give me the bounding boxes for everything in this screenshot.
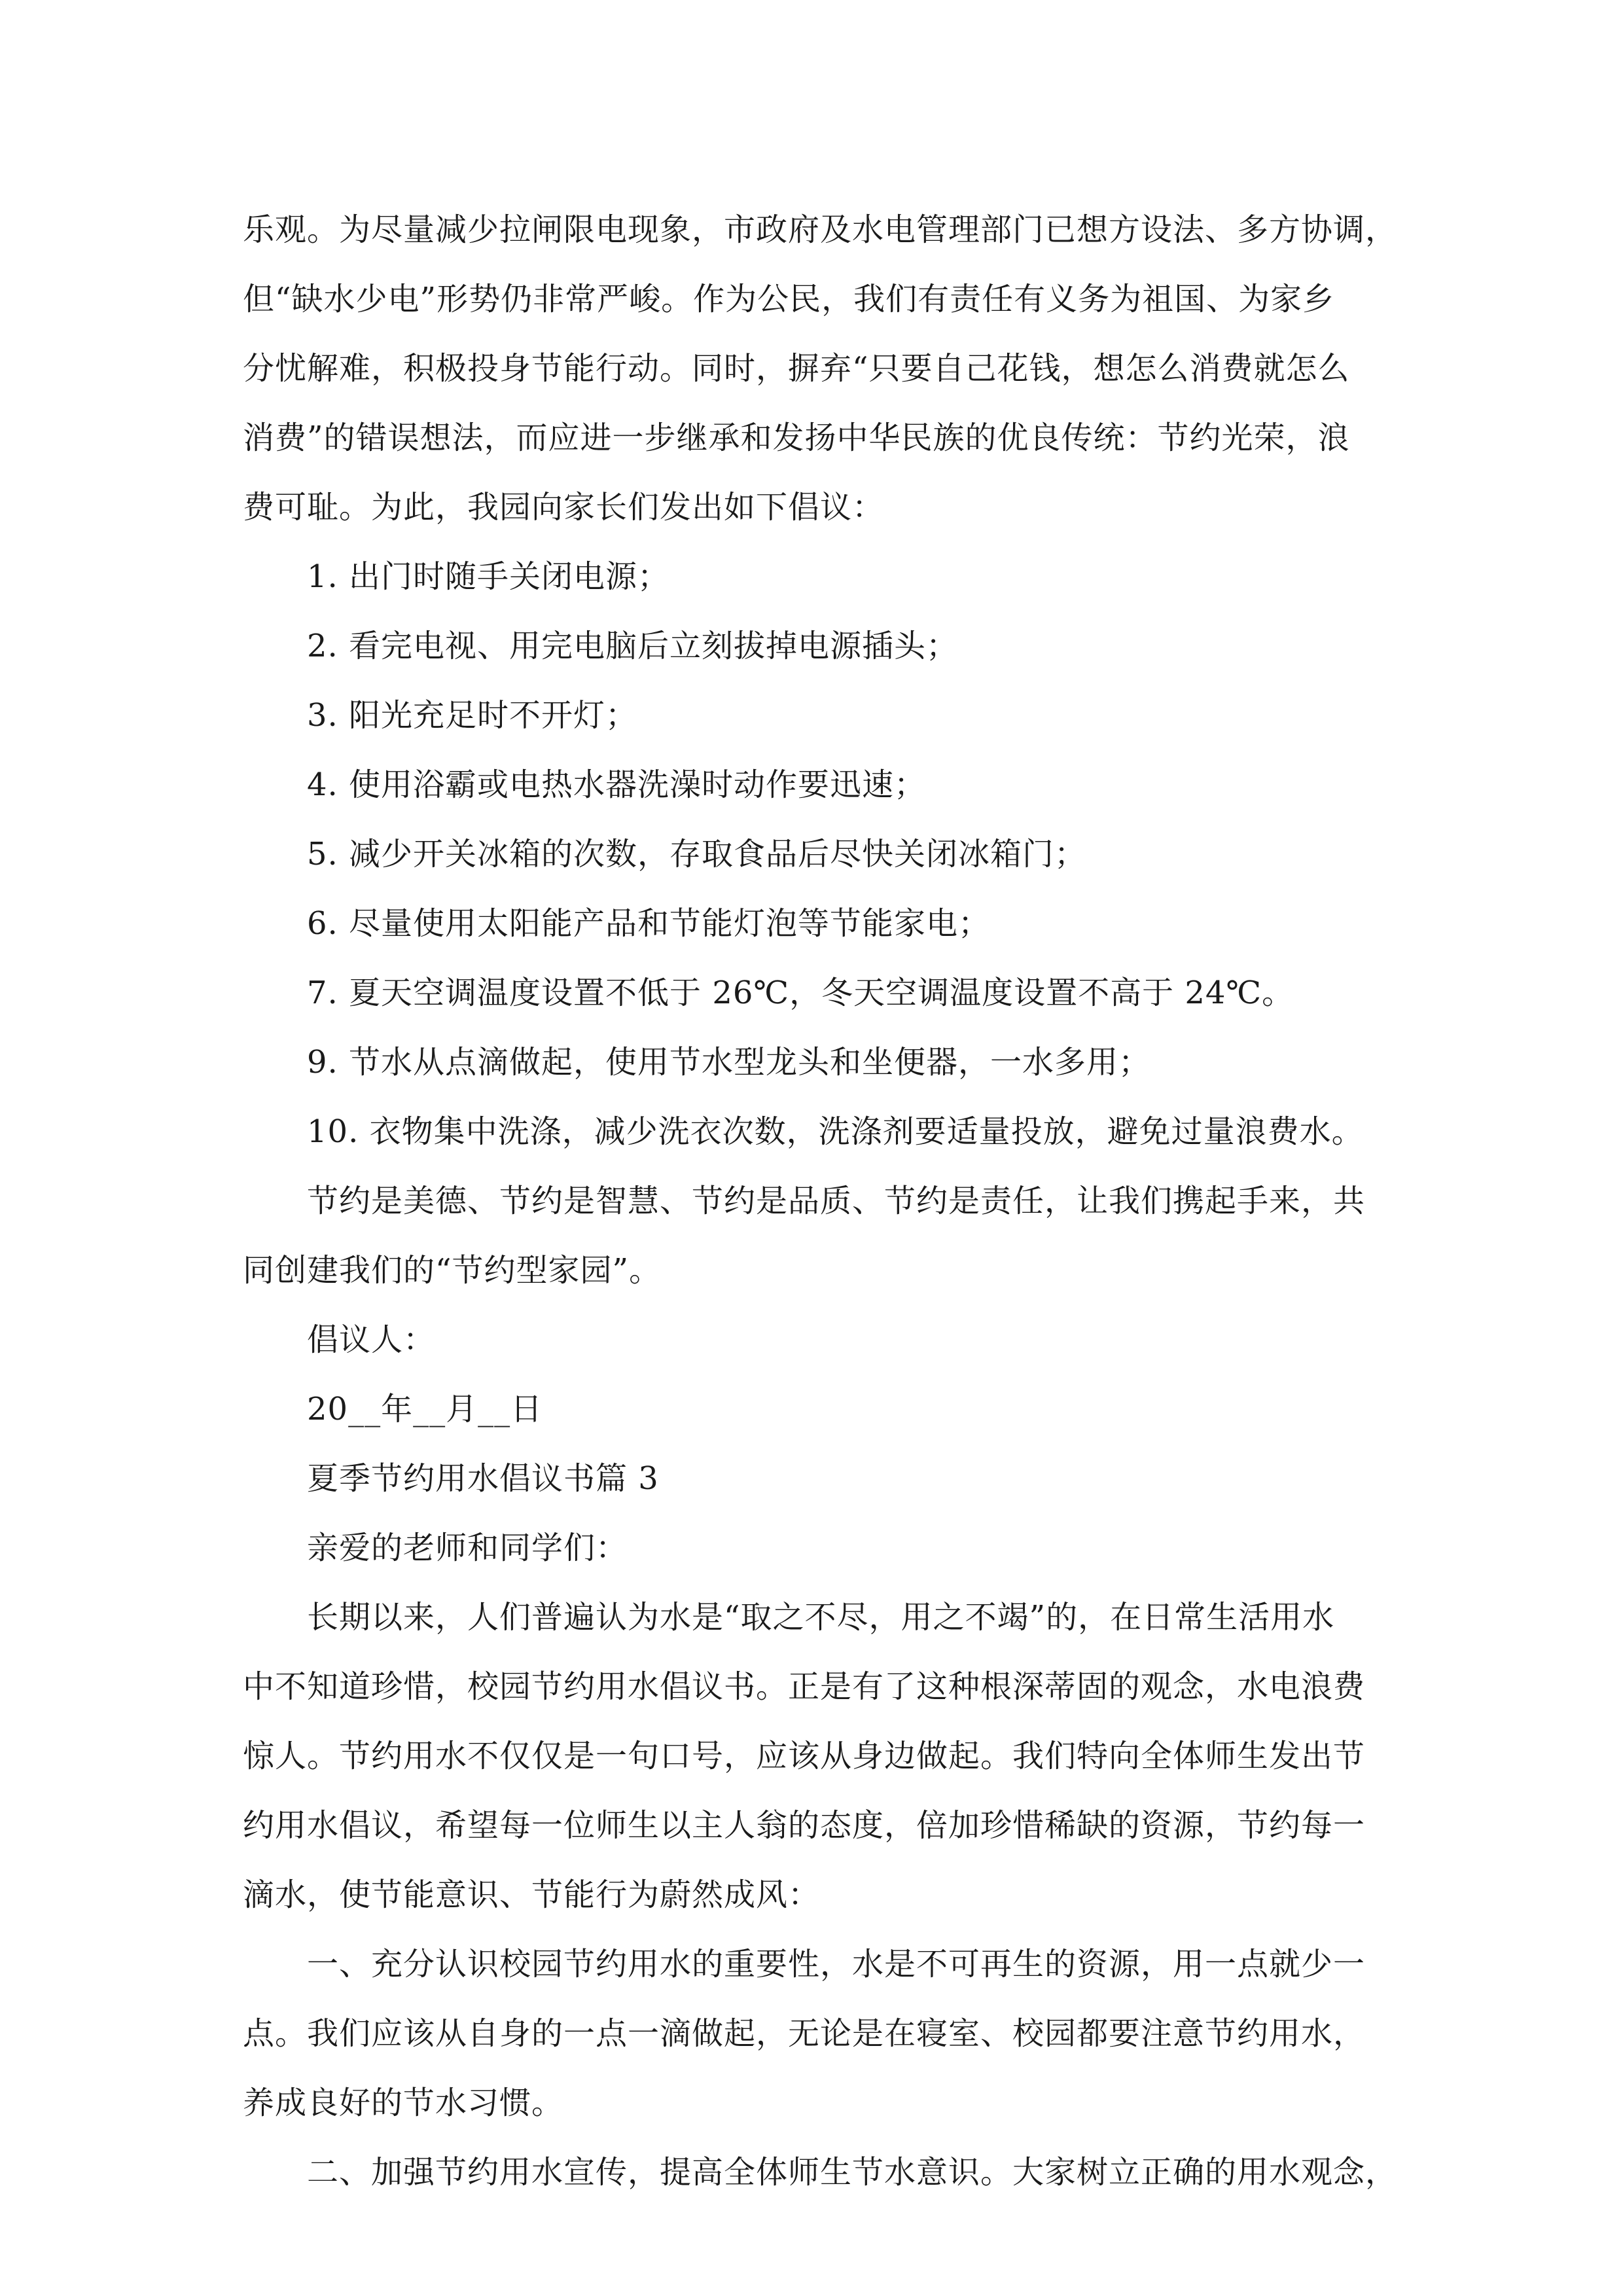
paragraph-line: 长期以来，人们普遍认为水是“取之不尽，用之不竭”的，在日常生活用水	[307, 1599, 1335, 1636]
paragraph-line: 分忧解难，积极投身节能行动。同时，摒弃“只要自己花钱，想怎么消费就怎么	[243, 350, 1350, 387]
paragraph-line: 20__年__月__日	[307, 1391, 543, 1427]
paragraph-line: 夏季节约用水倡议书篇 3	[307, 1460, 659, 1497]
paragraph-line: 节约是美德、节约是智慧、节约是品质、节约是责任，让我们携起手来，共	[307, 1183, 1366, 1219]
paragraph-line: 3. 阳光充足时不开灯；	[307, 697, 638, 734]
paragraph-line: 但“缺水少电”形势仍非常严峻。作为公民，我们有责任有义务为祖国、为家乡	[243, 281, 1335, 317]
paragraph-line: 4. 使用浴霸或电热水器洗澡时动作要迅速；	[307, 766, 927, 803]
paragraph-line: 9. 节水从点滴做起，使用节水型龙头和坐便器，一水多用；	[307, 1044, 1151, 1081]
paragraph-line: 惊人。节约用水不仅仅是一句口号，应该从身边做起。我们特向全体师生发出节	[243, 1738, 1366, 1774]
document-body	[243, 195, 1431, 2207]
paragraph-line: 中不知道珍惜，校园节约用水倡议书。正是有了这种根深蒂固的观念，水电浪费	[243, 1668, 1366, 1705]
paragraph-line: 10. 衣物集中洗涤，减少洗衣次数，洗涤剂要适量投放，避免过量浪费水。	[307, 1113, 1364, 1150]
paragraph-line: 乐观。为尽量减少拉闸限电现象，市政府及水电管理部门已想方设法、多方协调，	[243, 211, 1398, 248]
paragraph-line: 7. 夏天空调温度设置不低于 26℃，冬天空调温度设置不高于 24℃。	[307, 975, 1294, 1011]
paragraph-line: 倡议人：	[307, 1321, 436, 1358]
paragraph-line: 一、充分认识校园节约用水的重要性，水是不可再生的资源，用一点就少一	[307, 1946, 1366, 1982]
paragraph-line: 点。我们应该从自身的一点一滴做起，无论是在寝室、校园都要注意节约用水，	[243, 2015, 1366, 2052]
paragraph-line: 同创建我们的“节约型家园”。	[243, 1252, 662, 1289]
paragraph-line: 二、加强节约用水宣传，提高全体师生节水意识。大家树立正确的用水观念，	[307, 2154, 1398, 2191]
paragraph-line: 5. 减少开关冰箱的次数，存取食品后尽快关闭冰箱门；	[307, 836, 1087, 872]
paragraph-line: 养成良好的节水习惯。	[243, 2085, 564, 2121]
paragraph-line: 滴水，使节能意识、节能行为蔚然成风：	[243, 1876, 821, 1913]
paragraph-line: 消费”的错误想法，而应进一步继承和发扬中华民族的优良传统：节约光荣，浪	[243, 420, 1350, 456]
paragraph-line: 亲爱的老师和同学们：	[307, 1530, 628, 1566]
paragraph-line: 费可耻。为此，我园向家长们发出如下倡议：	[243, 489, 885, 526]
paragraph-line: 1. 出门时随手关闭电源；	[307, 558, 670, 595]
paragraph-line: 6. 尽量使用太阳能产品和节能灯泡等节能家电；	[307, 905, 991, 942]
paragraph-line: 约用水倡议，希望每一位师生以主人翁的态度，倍加珍惜稀缺的资源，节约每一	[243, 1807, 1366, 1844]
paragraph-line: 2. 看完电视、用完电脑后立刻拔掉电源插头；	[307, 628, 959, 664]
